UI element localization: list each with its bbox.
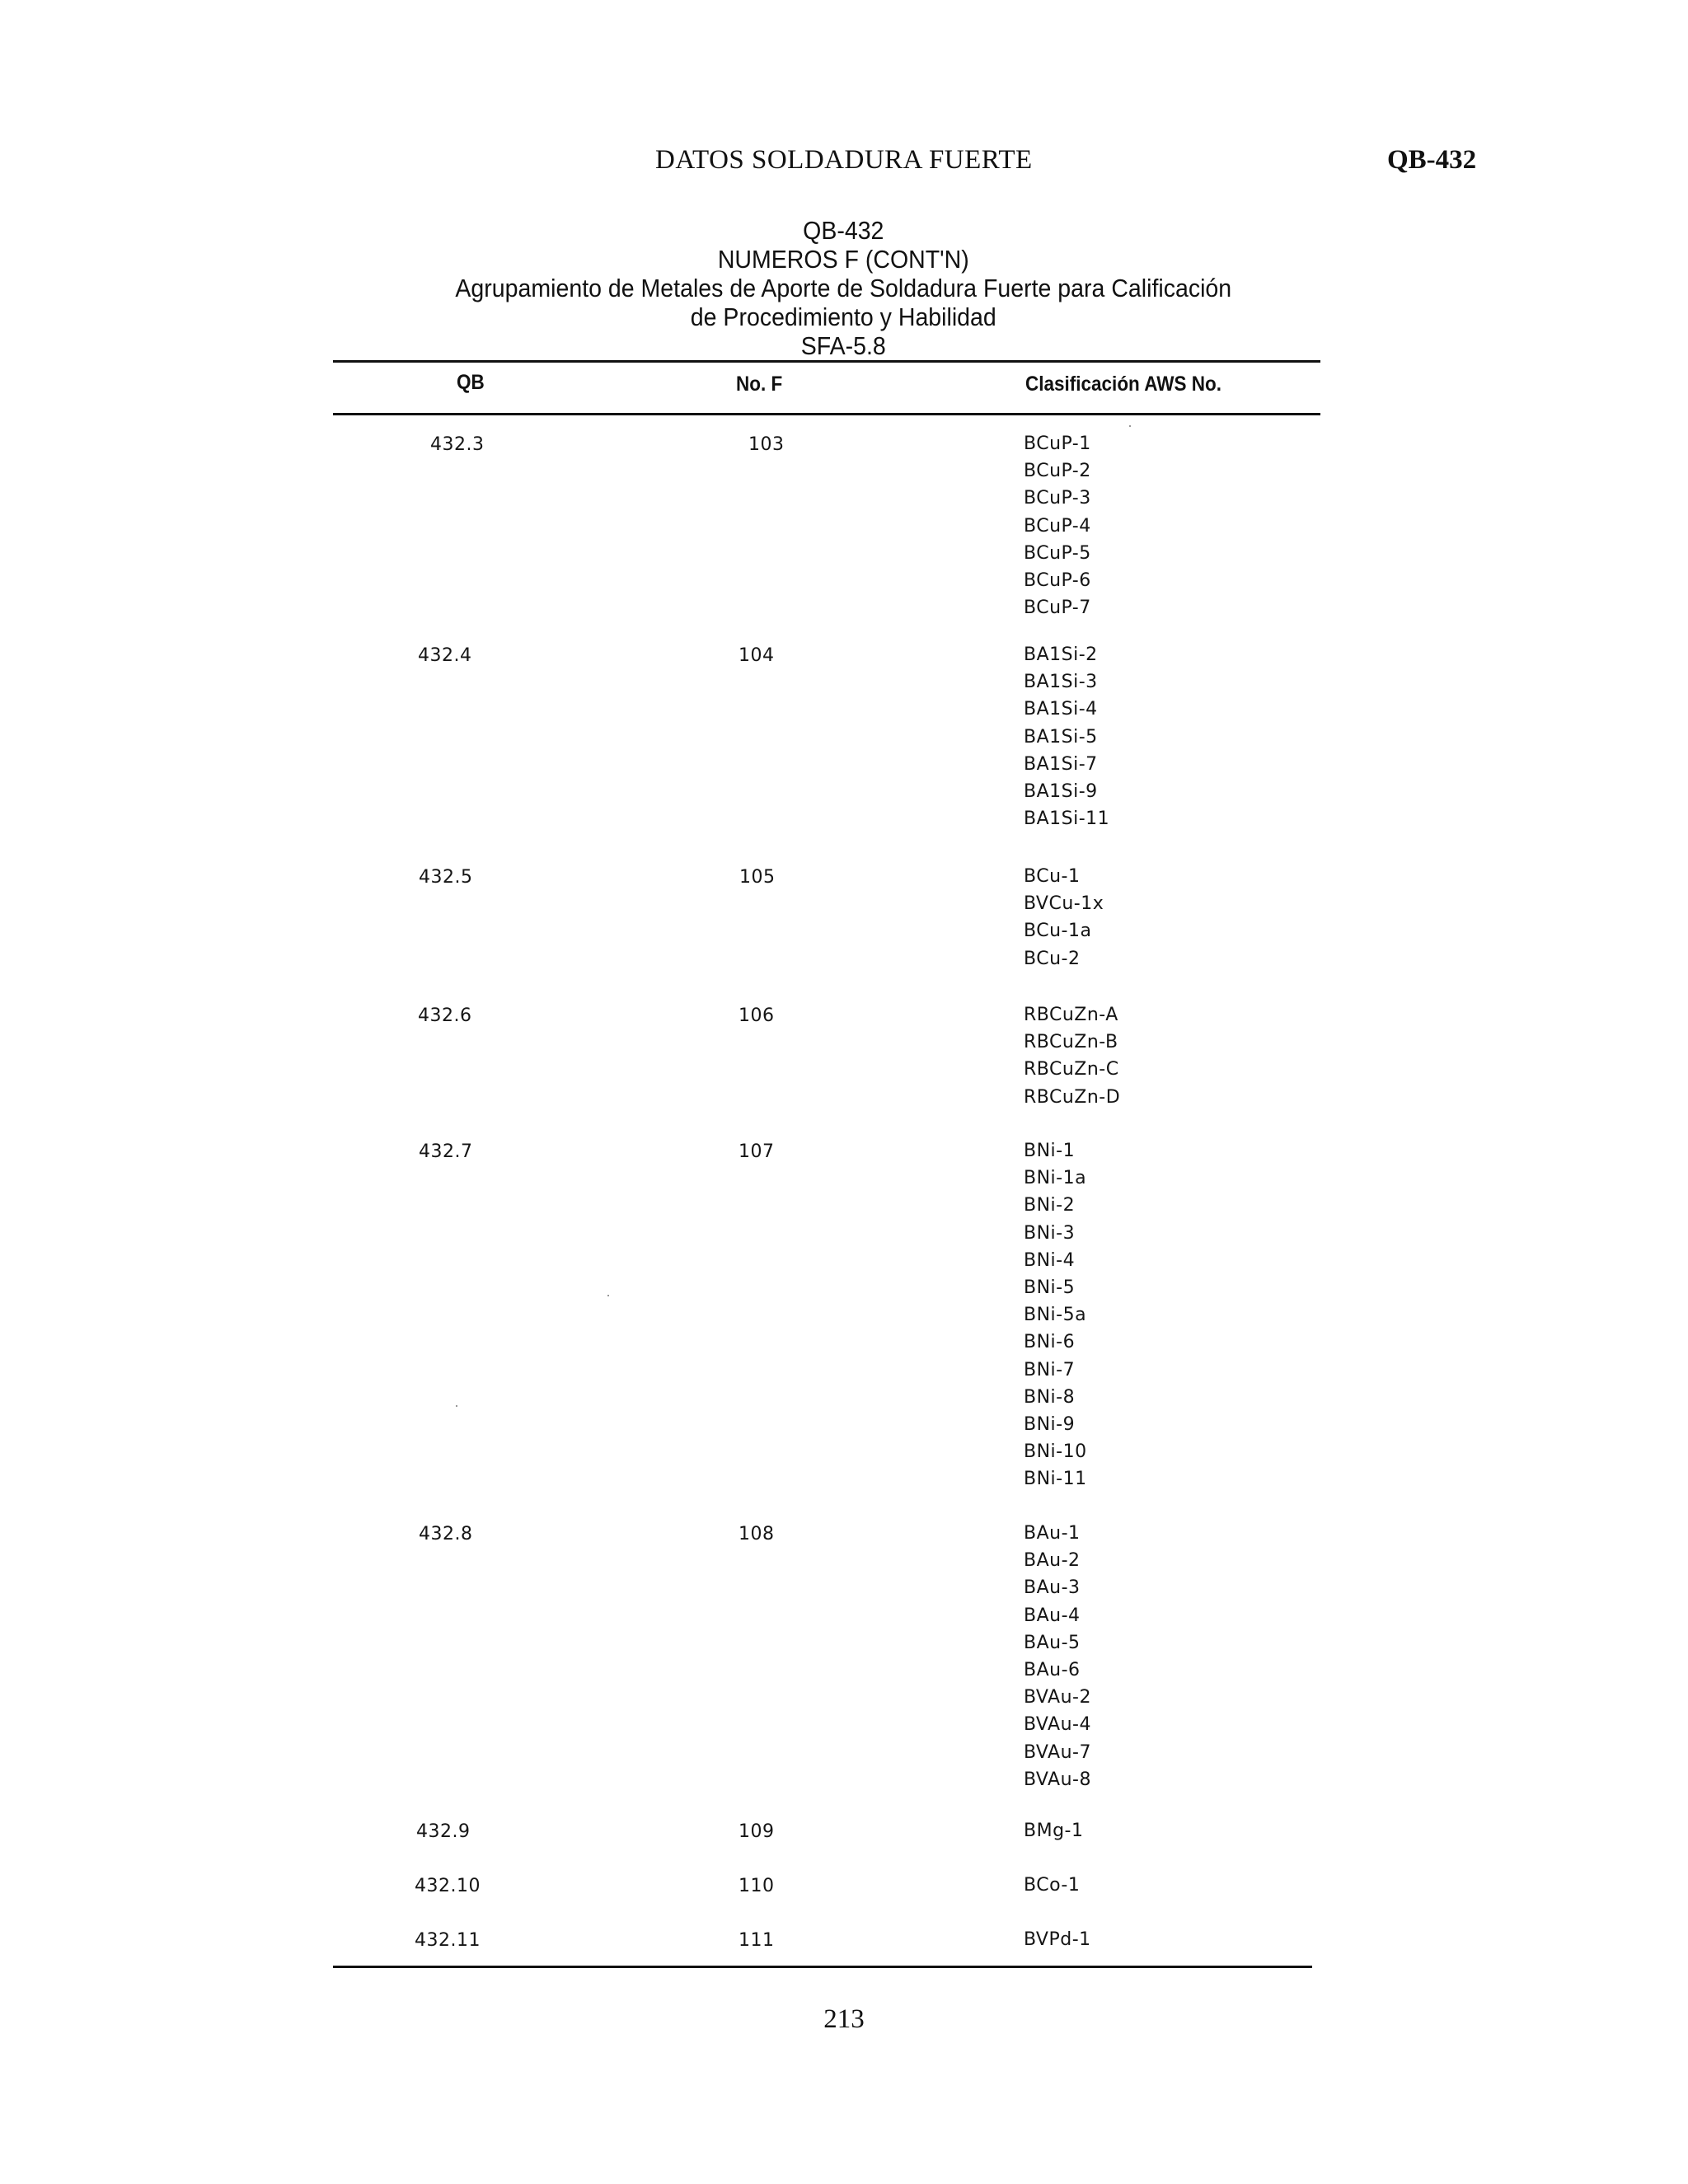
aws-classification-list [1024,641,1109,832]
aws-classification-item: BA1Si-5 [1024,726,1098,748]
f-number-cell: 103 [748,434,785,455]
aws-classification-item: BVCu-1x [1024,893,1104,915]
aws-classification-item: BA1Si-3 [1024,672,1098,693]
aws-classification-item: BVAu-7 [1024,1741,1091,1763]
aws-classification-item: BCo-1 [1024,1875,1081,1896]
f-number-cell: 108 [738,1524,775,1544]
caption-subtitle: NUMEROS F (CONT'N) [717,245,969,274]
aws-classification-item: BCuP-3 [1024,488,1091,509]
running-head [0,145,1688,181]
aws-classification-item: BNi-5a [1024,1305,1087,1326]
aws-classification-list [1024,1137,1087,1493]
aws-classification-item: RBCuZn-D [1024,1086,1121,1108]
aws-classification-item: BNi-1 [1024,1141,1076,1161]
qb-paragraph-cell: 432.11 [415,1930,481,1951]
aws-classification-item: BVAu-8 [1024,1769,1091,1790]
column-header-f-number: No. F [736,373,783,396]
aws-classification-item: BVPd-1 [1024,1929,1091,1950]
qb-paragraph-cell: 432.6 [418,1005,472,1026]
aws-classification-item: BCuP-5 [1024,542,1091,564]
aws-classification-item: BNi-4 [1024,1249,1076,1271]
aws-classification-item: BNi-10 [1024,1441,1087,1463]
aws-classification-item: BNi-11 [1024,1469,1087,1490]
aws-classification-list [1024,1001,1120,1111]
aws-classification-list [1024,863,1104,972]
aws-classification-item: BCu-2 [1024,948,1081,969]
aws-classification-item: RBCuZn-B [1024,1032,1118,1053]
qb-paragraph-cell: 432.4 [418,645,472,666]
aws-classification-item: BCuP-6 [1024,569,1091,591]
aws-classification-item: RBCuZn-A [1024,1005,1118,1025]
aws-classification-item: BCu-1a [1024,921,1092,942]
table-top-rule [333,360,1320,363]
table-bottom-rule [333,1966,1312,1968]
f-number-cell: 104 [738,645,775,666]
page-number: 213 [823,2004,865,2034]
caption-description-continued: de Procedimiento y Habilidad [690,302,996,331]
aws-classification-item: BNi-6 [1024,1332,1076,1353]
column-header-qb: QB [457,371,485,394]
f-number-cell: 107 [738,1141,775,1162]
qb-paragraph-cell: 432.5 [419,867,473,888]
f-number-cell: 109 [738,1821,775,1842]
table-header-rule [333,413,1320,415]
scan-speck [1129,425,1131,427]
qb-paragraph-cell: 432.7 [419,1141,473,1162]
scan-speck [456,1405,457,1407]
aws-classification-item: BA1Si-2 [1024,644,1098,665]
aws-classification-item: BNi-2 [1024,1195,1076,1216]
aws-classification-item: BA1Si-11 [1024,808,1110,830]
qb-paragraph-cell: 432.9 [416,1821,471,1842]
aws-classification-item: BNi-9 [1024,1413,1076,1435]
aws-classification-item: BCuP-1 [1024,434,1091,454]
aws-classification-list [1024,1926,1091,1953]
aws-classification-item: BNi-5 [1024,1277,1076,1298]
caption-table-number: QB-432 [803,216,884,245]
aws-classification-item: BA1Si-7 [1024,753,1098,775]
qb-paragraph-cell: 432.3 [430,434,485,455]
aws-classification-item: BNi-8 [1024,1386,1076,1408]
aws-classification-item: BVAu-2 [1024,1687,1091,1708]
aws-classification-item: BCuP-7 [1024,598,1091,619]
table-caption [67,216,1620,360]
qb-paragraph-cell: 432.8 [419,1524,473,1544]
column-header-aws-classification: Clasificación AWS No. [1025,373,1221,396]
caption-description: Agrupamiento de Metales de Aporte de Soldadura Fuerte para Calificación [455,274,1232,302]
f-number-cell: 106 [738,1005,775,1026]
aws-classification-item: BA1Si-4 [1024,699,1098,720]
aws-classification-item: BNi-3 [1024,1222,1076,1244]
aws-classification-item: BNi-1a [1024,1168,1087,1189]
aws-classification-list [1024,430,1091,621]
aws-classification-item: BAu-2 [1024,1550,1081,1572]
aws-classification-item: BAu-4 [1024,1605,1081,1626]
aws-classification-item: BVAu-4 [1024,1714,1091,1736]
aws-classification-list [1024,1817,1083,1844]
aws-classification-list [1024,1872,1080,1899]
aws-classification-list [1024,1520,1091,1793]
f-number-cell: 110 [738,1876,775,1896]
scan-speck [607,1295,609,1296]
aws-classification-item: BCuP-4 [1024,515,1091,537]
f-number-cell: 105 [739,867,776,888]
aws-classification-item: BCu-1 [1024,866,1081,887]
running-head-code: QB-432 [1387,145,1477,175]
caption-specification: SFA-5.8 [800,331,886,360]
aws-classification-item: BAu-5 [1024,1632,1081,1653]
aws-classification-item: BCuP-2 [1024,461,1091,482]
running-head-title: DATOS SOLDADURA FUERTE [655,145,1033,175]
aws-classification-item: BA1Si-9 [1024,780,1098,802]
qb-paragraph-cell: 432.10 [415,1876,481,1896]
aws-classification-item: BAu-6 [1024,1659,1081,1680]
aws-classification-item: BAu-3 [1024,1577,1081,1599]
f-number-cell: 111 [738,1930,775,1951]
aws-classification-item: BMg-1 [1024,1821,1084,1841]
aws-classification-item: RBCuZn-C [1024,1059,1119,1080]
aws-classification-item: BNi-7 [1024,1359,1076,1380]
aws-classification-item: BAu-1 [1024,1523,1081,1544]
